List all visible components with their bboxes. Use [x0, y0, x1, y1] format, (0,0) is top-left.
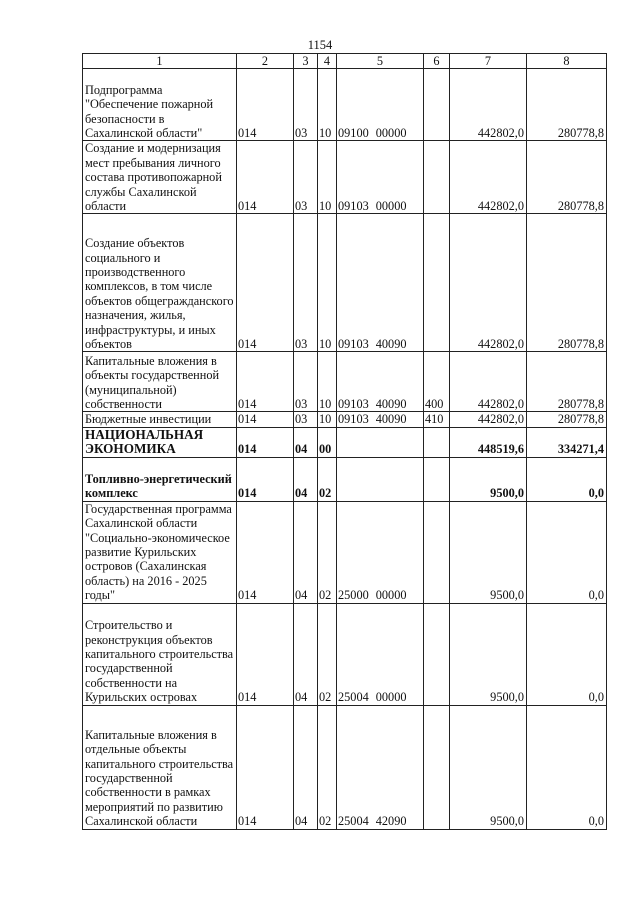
row-name: Бюджетные инвестиции — [83, 412, 237, 427]
row-name: Создание объектов социального и производственного комплексов, в том числе объектов общегражданского назначения, жилья, инфраструктуры, и иных объектов — [83, 214, 237, 352]
target-article-direction: 40090 — [375, 337, 407, 352]
amount-col8: 280778,8 — [527, 214, 607, 352]
code-subsection: 10 — [318, 214, 337, 352]
amount-col7: 442802,0 — [450, 412, 527, 427]
code-ministry: 014 — [237, 705, 294, 829]
amount-col7: 448519,6 — [450, 427, 527, 457]
amount-col8: 280778,8 — [527, 412, 607, 427]
column-header: 8 — [527, 54, 607, 69]
code-ministry: 014 — [237, 141, 294, 214]
code-target-article — [337, 457, 424, 501]
column-header: 5 — [337, 54, 424, 69]
code-subsection: 10 — [318, 141, 337, 214]
code-subsection: 10 — [318, 412, 337, 427]
target-article-direction: 00000 — [375, 690, 407, 705]
target-article-program: 09103 — [338, 199, 369, 214]
amount-col8: 280778,8 — [527, 69, 607, 141]
row-name: Подпрограмма "Обеспечение пожарной безопасности в Сахалинской области" — [83, 69, 237, 141]
code-section: 04 — [294, 705, 318, 829]
code-expense-type — [424, 603, 450, 705]
row-name: Строительство и реконструкция объектов капитального строительства государственной собственности на Курильских островах — [83, 603, 237, 705]
target-article-program: 09103 — [338, 412, 369, 427]
table-row — [83, 352, 607, 412]
code-section: 03 — [294, 352, 318, 412]
code-subsection: 02 — [318, 457, 337, 501]
table-row — [83, 69, 607, 141]
row-name: НАЦИОНАЛЬНАЯ ЭКОНОМИКА — [83, 427, 237, 457]
code-expense-type — [424, 141, 450, 214]
code-expense-type — [424, 501, 450, 603]
amount-col8: 280778,8 — [527, 352, 607, 412]
table-row — [83, 603, 607, 705]
code-expense-type — [424, 427, 450, 457]
column-header: 1 — [83, 54, 237, 69]
code-expense-type: 410 — [424, 412, 450, 427]
amount-col8: 280778,8 — [527, 141, 607, 214]
code-section: 03 — [294, 412, 318, 427]
table-row — [83, 705, 607, 829]
row-name: Создание и модернизация мест пребывания личного состава противопожарной службы Сахалинской области — [83, 141, 237, 214]
target-article-direction: 42090 — [375, 814, 407, 829]
amount-col8: 0,0 — [527, 705, 607, 829]
column-header: 6 — [424, 54, 450, 69]
code-target-article — [337, 69, 424, 141]
target-article-program: 25004 — [338, 814, 369, 829]
code-expense-type — [424, 214, 450, 352]
code-subsection: 10 — [318, 69, 337, 141]
amount-col7: 442802,0 — [450, 214, 527, 352]
amount-col7: 442802,0 — [450, 69, 527, 141]
code-target-article — [337, 603, 424, 705]
code-section: 04 — [294, 501, 318, 603]
code-subsection: 10 — [318, 352, 337, 412]
code-ministry: 014 — [237, 69, 294, 141]
code-target-article — [337, 501, 424, 603]
code-subsection: 02 — [318, 501, 337, 603]
column-header: 2 — [237, 54, 294, 69]
table-row — [83, 501, 607, 603]
code-subsection: 00 — [318, 427, 337, 457]
row-name: Топливно-энергетический комплекс — [83, 457, 237, 501]
code-ministry: 014 — [237, 603, 294, 705]
code-ministry: 014 — [237, 214, 294, 352]
code-ministry: 014 — [237, 501, 294, 603]
code-target-article — [337, 141, 424, 214]
code-expense-type — [424, 69, 450, 141]
code-ministry: 014 — [237, 352, 294, 412]
table-row — [83, 141, 607, 214]
code-ministry: 014 — [237, 412, 294, 427]
code-section: 03 — [294, 69, 318, 141]
code-target-article — [337, 412, 424, 427]
target-article-direction: 40090 — [375, 397, 407, 412]
table-row — [83, 214, 607, 352]
column-header: 7 — [450, 54, 527, 69]
code-target-article — [337, 427, 424, 457]
page-number: 1154 — [307, 38, 333, 52]
amount-col8: 0,0 — [527, 501, 607, 603]
target-article-program: 25004 — [338, 690, 369, 705]
code-section: 04 — [294, 603, 318, 705]
amount-col8: 0,0 — [527, 603, 607, 705]
code-target-article — [337, 214, 424, 352]
amount-col7: 442802,0 — [450, 141, 527, 214]
code-subsection: 02 — [318, 603, 337, 705]
code-section: 04 — [294, 457, 318, 501]
amount-col7: 9500,0 — [450, 705, 527, 829]
header-row — [83, 54, 607, 69]
code-section: 04 — [294, 427, 318, 457]
target-article-program: 09103 — [338, 397, 369, 412]
row-name: Капитальные вложения в объекты государственной (муниципальной) собственности — [83, 352, 237, 412]
target-article-program: 09100 — [338, 126, 369, 140]
amount-col7: 9500,0 — [450, 457, 527, 501]
target-article-program: 09103 — [338, 337, 369, 352]
amount-col7: 9500,0 — [450, 501, 527, 603]
amount-col8: 0,0 — [527, 457, 607, 501]
code-target-article — [337, 705, 424, 829]
column-header: 4 — [318, 54, 337, 69]
amount-col7: 9500,0 — [450, 603, 527, 705]
budget-table — [82, 53, 607, 830]
code-expense-type — [424, 457, 450, 501]
target-article-direction: 00000 — [375, 588, 407, 603]
code-target-article — [337, 352, 424, 412]
target-article-direction: 00000 — [375, 199, 407, 214]
code-ministry: 014 — [237, 457, 294, 501]
code-expense-type: 400 — [424, 352, 450, 412]
amount-col7: 442802,0 — [450, 352, 527, 412]
row-name: Государственная программа Сахалинской области "Социально-экономическое развитие Курильских островов (Сахалинская область) на 2016 - 2025 годы" — [83, 501, 237, 603]
code-expense-type — [424, 705, 450, 829]
column-header: 3 — [294, 54, 318, 69]
table-row — [83, 427, 607, 457]
target-article-direction: 00000 — [375, 126, 407, 140]
code-subsection: 02 — [318, 705, 337, 829]
code-ministry: 014 — [237, 427, 294, 457]
code-section: 03 — [294, 214, 318, 352]
code-section: 03 — [294, 141, 318, 214]
target-article-program: 25000 — [338, 588, 369, 603]
table-row — [83, 457, 607, 501]
row-name: Капитальные вложения в отдельные объекты капитального строительства государственной собственности в рамках мероприятий по развитию Сахалинской области — [83, 705, 237, 829]
amount-col8: 334271,4 — [527, 427, 607, 457]
target-article-direction: 40090 — [375, 412, 407, 427]
table-row — [83, 412, 607, 427]
